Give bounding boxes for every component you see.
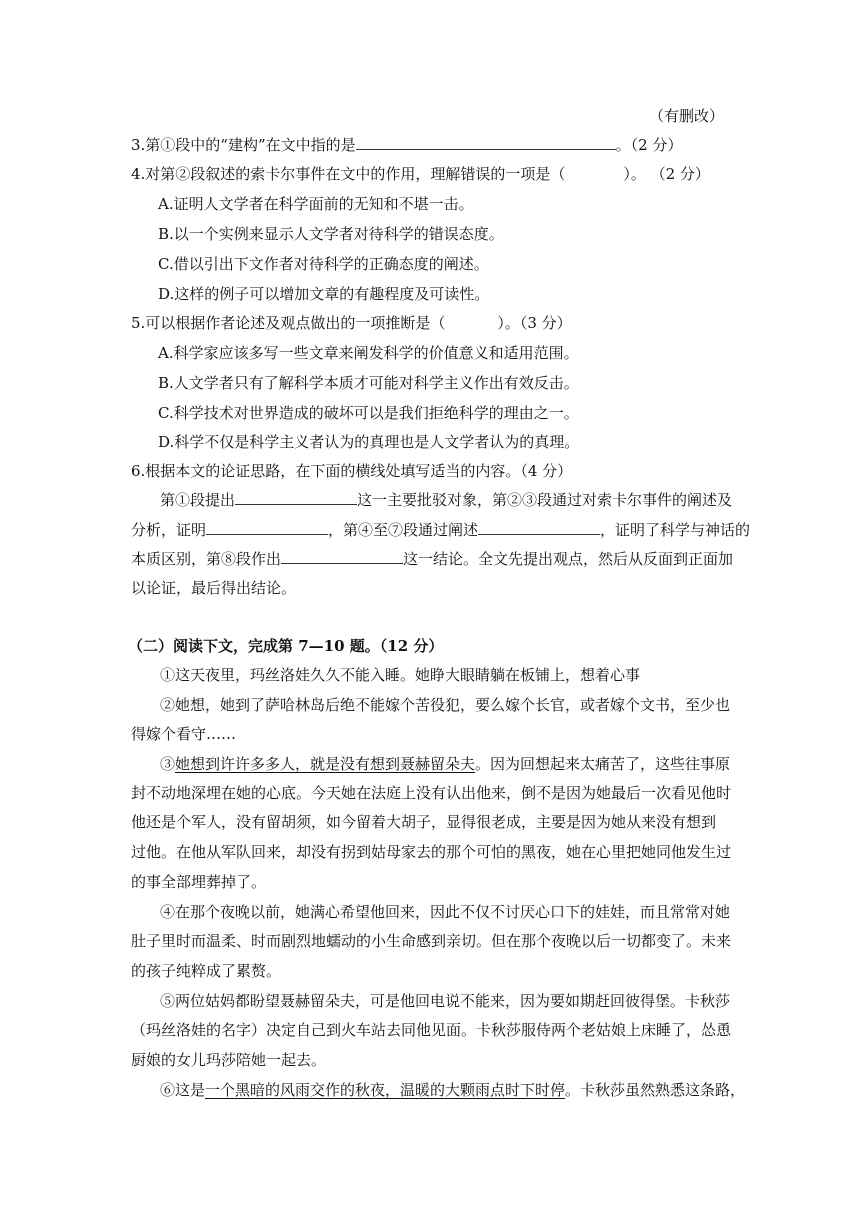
- paragraph-2: ②她想，她到了萨哈林岛后绝不能嫁个苦役犯，要么嫁个长官，或者嫁个文书，至少也: [160, 696, 731, 714]
- option-c: C.借以引出下文作者对待科学的正确态度的阐述。: [158, 255, 489, 273]
- answer-blank[interactable]: [356, 135, 616, 150]
- paragraph-4-cont: 肚子里时而温柔、时而剧烈地蠕动的小生命感到亲切。但在那个夜晚以后一切都变了。未来: [131, 932, 732, 950]
- question-6-stem: 6.根据本文的论证思路，在下面的横线处填写适当的内容。（4 分）: [131, 462, 573, 480]
- paragraph-5-cont: （玛丝洛娃的名字）决定自己到火车站去同他见面。卡秋莎服侍两个老姑娘上床睡了，怂恿: [131, 1021, 732, 1039]
- option-c: C.科学技术对世界造成的破坏可以是我们拒绝科学的理由之一。: [158, 404, 579, 422]
- question-6-line: 分析，证明 ，第④至⑦段通过阐述 ，证明了科学与神话的: [131, 521, 751, 539]
- underlined-sentence: 一个黑暗的风雨交作的秋夜，温暖的大颗雨点时下时停: [205, 1081, 566, 1099]
- paragraph-3-cont: 他还是个军人，没有留胡须，如今留着大胡子，显得很老成，主要是因为她从来没有想到: [131, 813, 717, 831]
- paragraph-5-cont: 厨娘的女儿玛莎陪她一起去。: [131, 1051, 327, 1069]
- option-b: B.人文学者只有了解科学本质才可能对科学主义作出有效反击。: [158, 374, 579, 392]
- paragraph-1: ①这天夜里，玛丝洛娃久久不能入睡。她睁大眼睛躺在板铺上，想着心事: [160, 666, 641, 684]
- edit-note: （有删改）: [648, 107, 724, 125]
- section-title: （二）阅读下文，完成第 7—10 题。（12 分）: [128, 637, 444, 655]
- paragraph-3: ③她想到许许多多人，就是没有想到聂赫留朵夫。因为回想起来太痛苦了，这些往事原: [160, 755, 731, 773]
- paragraph-6: ⑥这是一个黑暗的风雨交作的秋夜，温暖的大颗雨点时下时停。卡秋莎虽然熟悉这条路，: [160, 1081, 746, 1099]
- answer-blank[interactable]: [206, 520, 328, 535]
- question-6-line: 以论证，最后得出结论。: [131, 579, 297, 597]
- paragraph-3-cont: 封不动地深埋在她的心底。今天她在法庭上没有认出他来，倒不是因为她最后一次看见他时: [131, 784, 732, 802]
- question-6-line: 第①段提出 这一主要批驳对象，第②③段通过对索卡尔事件的阐述及: [160, 491, 733, 509]
- question-5-stem: 5.可以根据作者论述及观点做出的一项推断是（ ）。（3 分）: [131, 314, 572, 332]
- paragraph-4: ④在那个夜晚以前，她满心希望他回来，因此不仅不讨厌心口下的娃娃，而且常常对她: [160, 903, 731, 921]
- option-a: A.证明人文学者在科学面前的无知和不堪一击。: [158, 195, 474, 213]
- question-6-line: 本质区别，第⑧段作出 这一结论。全文先提出观点，然后从反面到正面加: [131, 550, 734, 568]
- paragraph-5: ⑤两位姑妈都盼望聂赫留朵夫，可是他回电说不能来，因为要如期赶回彼得堡。卡秋莎: [160, 992, 731, 1010]
- option-a: A.科学家应该多写一些文章来阐发科学的价值意义和适用范围。: [158, 344, 579, 362]
- question-3: 3.第①段中的“建构”在文中指的是 。（2 分）: [131, 136, 683, 154]
- option-d: D.科学不仅是科学主义者认为的真理也是人文学者认为的真理。: [158, 433, 580, 451]
- paragraph-2-cont: 得嫁个看守……: [131, 725, 237, 743]
- question-4-stem: 4.对第②段叙述的索卡尔事件在文中的作用，理解错误的一项是（ ）。 （2 分）: [131, 165, 710, 183]
- answer-blank[interactable]: [281, 549, 403, 564]
- paragraph-3-cont: 的事全部埋葬掉了。: [131, 873, 267, 891]
- option-d: D.这样的例子可以增加文章的有趣程度及可读性。: [158, 285, 490, 303]
- underlined-sentence: 她想到许许多多人，就是没有想到聂赫留朵夫: [175, 755, 476, 773]
- answer-blank[interactable]: [478, 520, 600, 535]
- paragraph-4-cont: 的孩子纯粹成了累赘。: [131, 962, 282, 980]
- option-b: B.以一个实例来显示人文学者对待科学的错误态度。: [158, 225, 504, 243]
- answer-blank[interactable]: [235, 490, 357, 505]
- paragraph-3-cont: 过他。在他从军队回来，却没有拐到姑母家去的那个可怕的黑夜，她在心里把她同他发生过: [131, 843, 732, 861]
